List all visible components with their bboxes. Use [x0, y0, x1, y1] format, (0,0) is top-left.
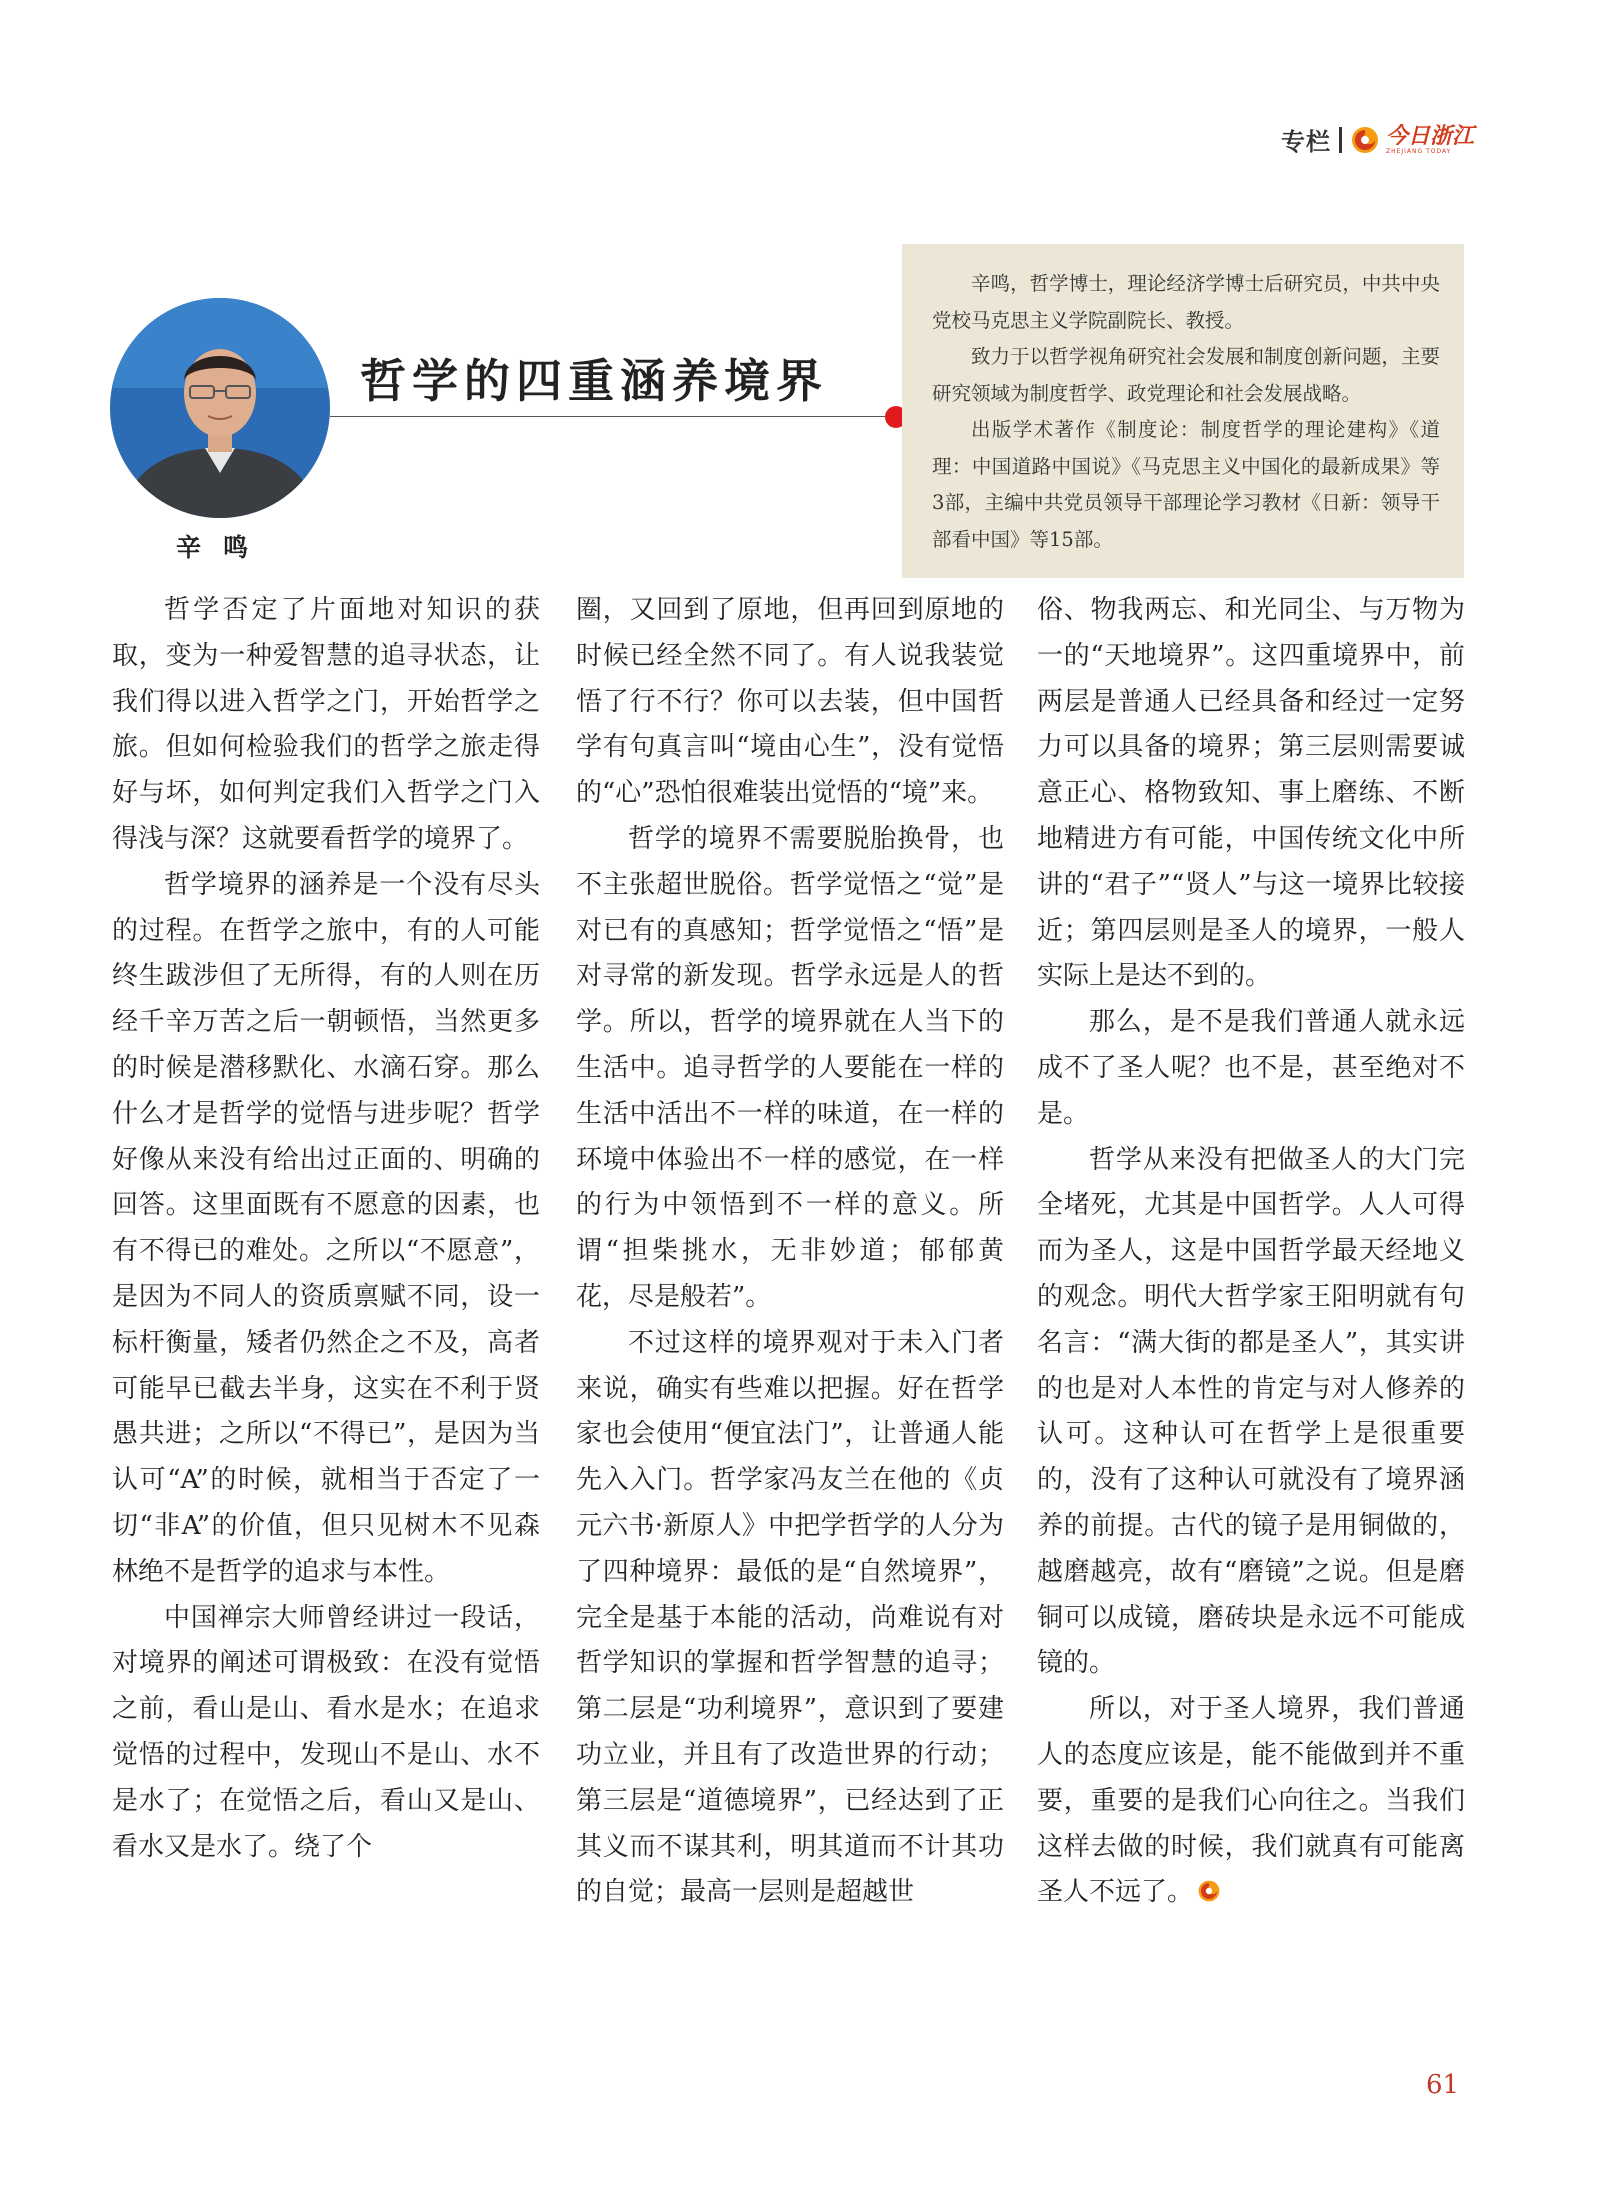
logo-subtext: ZHEJIANG TODAY	[1385, 147, 1452, 155]
bio-paragraph: 出版学术著作《制度论：制度哲学的理论建构》《道理：中国道路中国说》《马克思主义中国化的最新成果》等3部，主编中共党员领导干部理论学习教材《日新：领导干部看中国》等15部。	[932, 418, 1440, 551]
body-paragraph: 哲学从来没有把做圣人的大门完全堵死，尤其是中国哲学。人人可得而为圣人，这是中国哲学最天经地义的观念。明代大哲学家王阳明就有句名言：“满大街的都是圣人”，其实讲的也是对人本性的肯定与对人修养的认可。这种认可在哲学上是很重要的，没有了这种认可就没有了境界涵养的前提。古代的镜子是用铜做的，越磨越亮，故有“磨镜”之说。但是磨铜可以成镜，磨砖块是永远不可能成镜的。	[1037, 1144, 1465, 1679]
logo-text: 今日浙江	[1385, 122, 1474, 149]
bio-paragraph: 致力于以哲学视角研究社会发展和制度创新问题，主要研究领域为制度哲学、政党理论和社会发展战略。	[932, 345, 1440, 405]
end-mark-icon	[1197, 1879, 1221, 1903]
body-paragraph: 不过这样的境界观对于未入门者来说，确实有些难以把握。好在哲学家也会使用“便宜法门”，让普通人能先入入门。哲学家冯友兰在他的《贞元六书·新原人》中把学哲学的人分为了四种境界：最低的是“自然境界”，完全是基于本能的活动，尚难说有对哲学知识的掌握和哲学智慧的追寻；第二层是“功利境界”，意识到了要建功立业，并且有了改造世界的行动；第三层是“道德境界”，已经达到了正其义而不谋其利，明其道而不计其功的自觉；最高一层则是超越世	[576, 1327, 1004, 1908]
section-label: 专栏	[1280, 128, 1331, 156]
body-paragraph: 中国禅宗大师曾经讲过一段话，对境界的阐述可谓极致：在没有觉悟之前，看山是山、看水是水；在追求觉悟的过程中，发现山不是山、水不是水了；在觉悟之后，看山又是山、看水又是水了。绕了个	[112, 1602, 540, 1862]
closing-paragraph-text: 所以，对于圣人境界，我们普通人的态度应该是，能不能做到并不重要，重要的是我们心向往之。当我们这样去做的时候，我们就真有可能离圣人不远了。	[1037, 1694, 1465, 1908]
magazine-logo	[1350, 122, 1474, 155]
header	[1281, 122, 1474, 157]
body-column-1	[112, 588, 540, 1870]
bio-paragraph: 辛鸣，哲学博士，理论经济学博士后研究员，中共中央党校马克思主义学院副院长、教授。	[932, 272, 1440, 332]
body-paragraph	[1037, 1687, 1465, 1916]
body-paragraph: 俗、物我两忘、和光同尘、与万物为一的“天地境界”。这四重境界中，前两层是普通人已经具备和经过一定努力可以具备的境界；第三层则需要诚意正心、格物致知、事上磨练、不断地精进方有可能，中国传统文化中所讲的“君子”“贤人”与这一境界比较接近；第四层则是圣人的境界，一般人实际上是达不到的。	[1037, 595, 1465, 992]
title-underline	[330, 416, 896, 417]
header-divider	[1339, 127, 1342, 153]
body-paragraph: 那么，是不是我们普通人就永远成不了圣人呢？也不是，甚至绝对不是。	[1037, 1007, 1465, 1129]
logo-swirl-icon	[1350, 125, 1380, 155]
body-paragraph: 圈，又回到了原地，但再回到原地的时候已经全然不同了。有人说我装觉悟了行不行？你可以去装，但中国哲学有句真言叫“境由心生”，没有觉悟的“心”恐怕很难装出觉悟的“境”来。	[576, 595, 1004, 809]
body-paragraph: 哲学否定了片面地对知识的获取，变为一种爱智慧的追寻状态，让我们得以进入哲学之门，开始哲学之旅。但如何检验我们的哲学之旅走得好与坏，如何判定我们入哲学之门入得浅与深？这就要看哲学的境界了。	[112, 595, 540, 854]
page-number: 61	[1426, 2070, 1460, 2100]
body-column-3	[1037, 588, 1465, 1916]
author-name: 辛鸣	[176, 533, 271, 562]
body-column-2	[576, 588, 1004, 1916]
body-paragraph: 哲学境界的涵养是一个没有尽头的过程。在哲学之旅中，有的人可能终生跋涉但了无所得，有的人则在历经千辛万苦之后一朝顿悟，当然更多的时候是潜移默化、水滴石穿。那么什么才是哲学的觉悟与进步呢？哲学好像从来没有给出过正面的、明确的回答。这里面既有不愿意的因素，也有不得已的难处。之所以“不愿意”，是因为不同人的资质禀赋不同，设一标杆衡量，矮者仍然企之不及，高者可能早已截去半身，这实在不利于贤愚共进；之所以“不得已”，是因为当认可“A”的时候，就相当于否定了一切“非A”的价值，但只见树木不见森林绝不是哲学的追求与本性。	[112, 869, 540, 1587]
author-photo	[110, 298, 330, 518]
author-bio-box	[902, 244, 1464, 578]
article-title: 哲学的四重涵养境界	[360, 354, 828, 408]
body-paragraph: 哲学的境界不需要脱胎换骨，也不主张超世脱俗。哲学觉悟之“觉”是对已有的真感知；哲学觉悟之“悟”是对寻常的新发现。哲学永远是人的哲学。所以，哲学的境界就在人当下的生活中。追寻哲学的人要能在一样的生活中活出不一样的味道，在一样的环境中体验出不一样的感觉，在一样的行为中领悟到不一样的意义。所谓“担柴挑水，无非妙道；郁郁黄花，尽是般若”。	[576, 823, 1004, 1312]
